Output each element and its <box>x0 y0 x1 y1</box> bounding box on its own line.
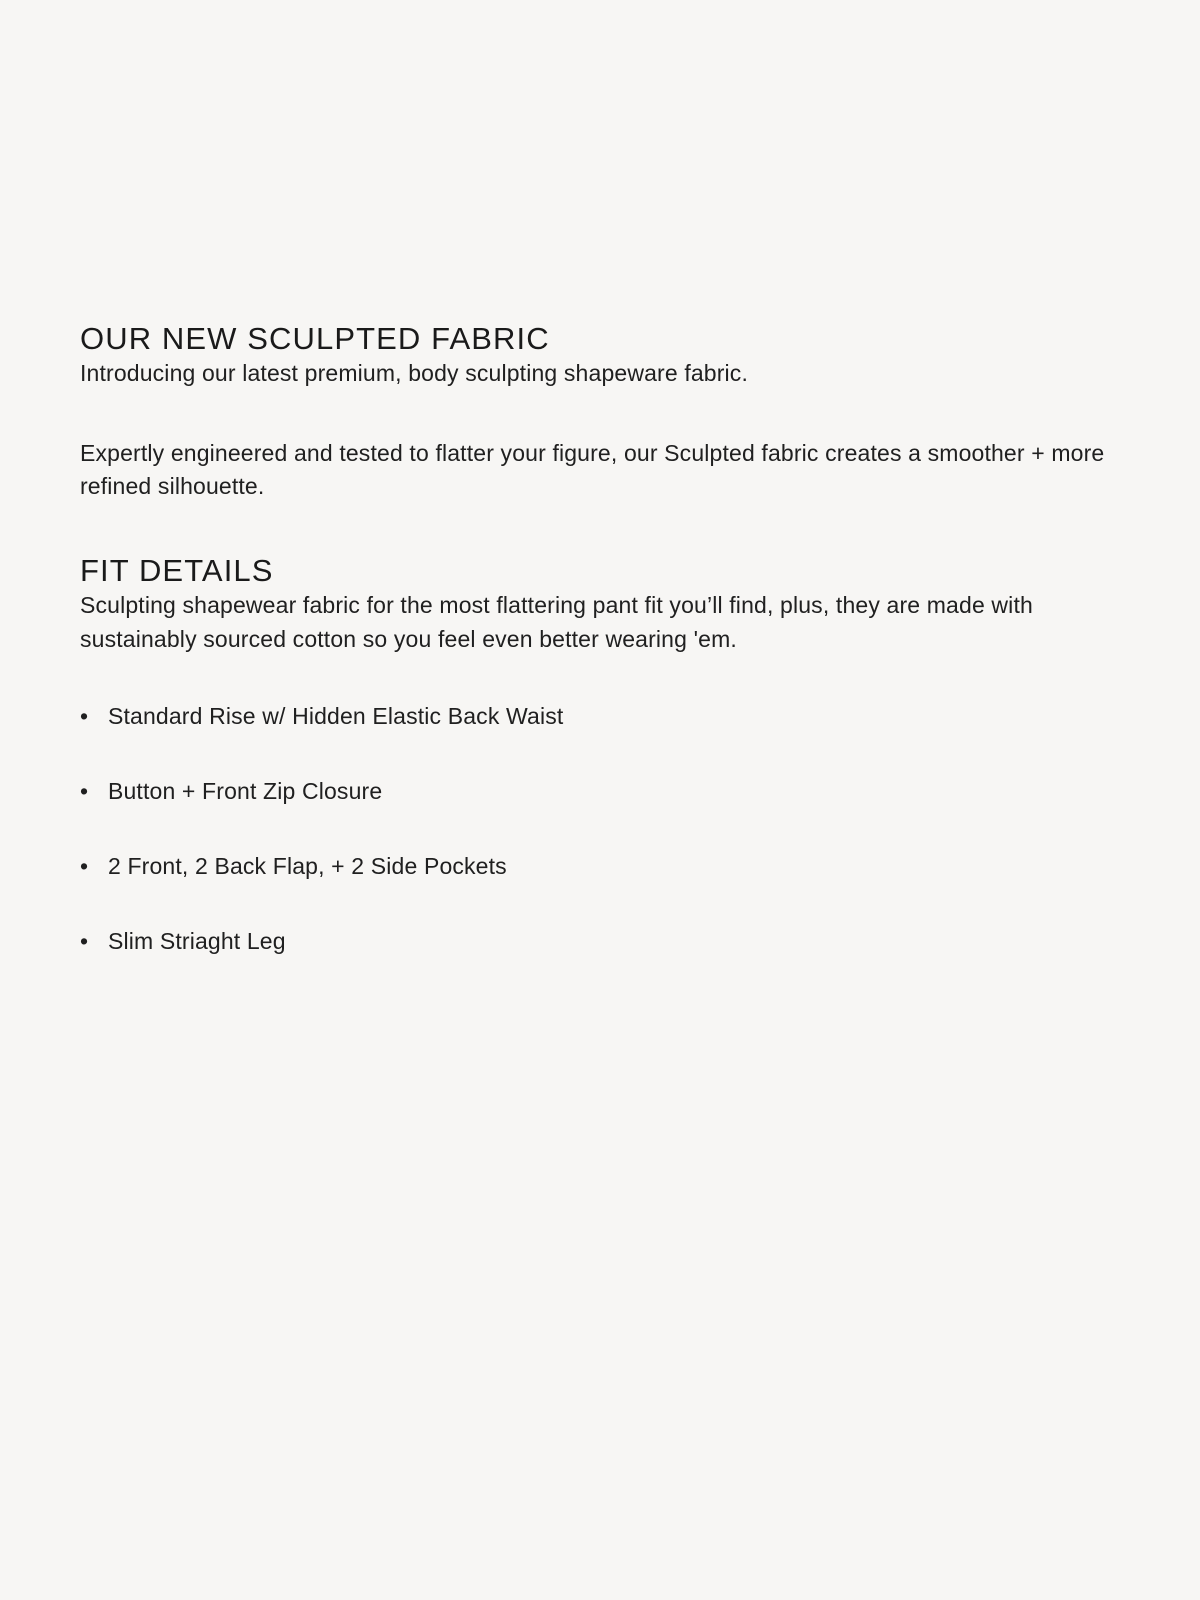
fabric-intro-paragraph: Introducing our latest premium, body sculpting shapeware fabric. <box>80 360 748 387</box>
list-item <box>80 702 1120 732</box>
bullet-icon: • <box>80 927 89 954</box>
bullet-icon: • <box>80 853 89 880</box>
list-item <box>80 927 1120 957</box>
fit-details-heading: FIT DETAILS <box>80 552 274 588</box>
list-item-label: Standard Rise w/ Hidden Elastic Back Waist <box>108 703 564 730</box>
list-item-label: Slim Striaght Leg <box>108 927 286 954</box>
list-item-label: Button + Front Zip Closure <box>108 778 383 805</box>
list-item-label: 2 Front, 2 Back Flap, + 2 Side Pockets <box>108 853 507 880</box>
description-content <box>80 0 1120 957</box>
list-item <box>80 852 1120 882</box>
bullet-icon: • <box>80 703 89 730</box>
fabric-section-heading: OUR NEW SCULPTED FABRIC <box>80 321 550 356</box>
bullet-icon: • <box>80 778 89 805</box>
fit-details-paragraph: Sculpting shapewear fabric for the most flattering pant fit you’ll find, plus, they are made with sustainably sourced cotton so you feel even better wearing 'em. <box>80 592 1033 652</box>
list-item <box>80 777 1120 807</box>
fabric-description-paragraph: Expertly engineered and tested to flatter your figure, our Sculpted fabric creates a smoother + more refined silhouette. <box>80 439 1105 500</box>
fit-details-list <box>80 702 1120 957</box>
